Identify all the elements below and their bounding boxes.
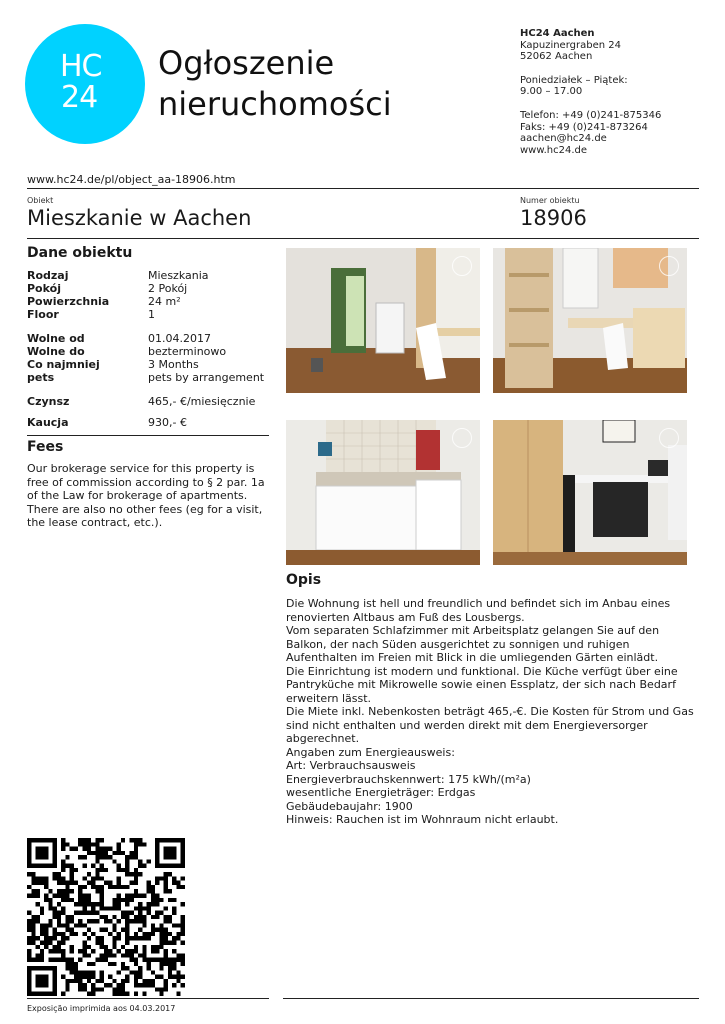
contact-block — [520, 28, 661, 156]
fees-text: Our brokerage service for this property is free of commission according to § 2 par. 1a of the Law for brokerage of apartments. There are also no other fees (eg for a visit, the lease contract, etc.). — [27, 462, 265, 529]
detail-key: Czynsz — [27, 395, 70, 408]
detail-value: pets by arrangement — [148, 371, 265, 384]
logo-text-24: 24 — [61, 80, 98, 115]
detail-value: bezterminowo — [148, 345, 227, 358]
watermark-icon — [659, 256, 679, 276]
office-hours: 9.00 – 17.00 — [520, 86, 583, 98]
detail-value: Mieszkania — [148, 269, 209, 282]
divider — [283, 998, 699, 999]
contact-email[interactable]: aachen@hc24.de — [520, 133, 607, 145]
detail-key: Floor — [27, 308, 59, 321]
object-number: 18906 — [520, 206, 587, 230]
detail-value: 01.04.2017 — [148, 332, 211, 345]
detail-key: Co najmniej — [27, 358, 100, 371]
object-label: Obiekt — [27, 196, 54, 205]
detail-row — [27, 269, 269, 282]
details-table — [27, 269, 269, 429]
photo-room-desk — [493, 248, 687, 393]
fees-heading: Fees — [27, 439, 64, 455]
detail-key: pets — [27, 371, 55, 384]
detail-value: 930,- € — [148, 416, 187, 429]
details-heading: Dane obiektu — [27, 245, 133, 261]
contact-phone: Telefon: +49 (0)241-875346 — [520, 109, 662, 121]
company-street: Kapuzinergraben 24 — [520, 39, 621, 51]
office-days: Poniedziałek – Piątek: — [520, 74, 628, 86]
property-photo[interactable] — [286, 420, 480, 565]
divider — [27, 238, 699, 239]
page-title-line2: nieruchomości — [158, 85, 392, 123]
detail-value: 24 m² — [148, 295, 181, 308]
detail-row — [27, 358, 269, 371]
property-photo[interactable] — [493, 248, 687, 393]
photo-room-balcony — [286, 248, 480, 393]
detail-row — [27, 308, 269, 321]
detail-row — [27, 345, 269, 358]
company-name: HC24 Aachen — [520, 28, 595, 39]
watermark-icon — [659, 428, 679, 448]
object-number-label: Numer obiektu — [520, 196, 580, 205]
detail-key: Wolne do — [27, 345, 85, 358]
object-url[interactable]: www.hc24.de/pl/object_aa-18906.htm — [27, 173, 236, 186]
contact-fax: Faks: +49 (0)241-873264 — [520, 121, 648, 133]
logo-text-hc: HC — [60, 49, 102, 84]
detail-row — [27, 282, 269, 295]
opis-text: Die Wohnung ist hell und freundlich und befindet sich im Anbau eines renovierten Altbaus am Fuß des Lousbergs. Vom separaten Schlafzimmer mit Arbeitsplatz gelangen Sie auf den Balkon, der nach Süden ausgerichtet zu sonnigen und ruhigen Aufenthalten im Freien mit Blick in die umliegenden Gärten einlädt. Die Einrichtung ist modern und funktional. Die Küche verfügt über eine Pantryküche mit Mikrowelle sowie einen Essplatz, der sich nach Bedarf erweitern lässt. Die Miete inkl. Nebenkosten beträgt 465,-€. Die Kosten für Strom und Gas sind nicht enthalten und werden direkt mit dem Energieversorger abgerechnet. Angaben zum Energieausweis: Art: Verbrauchsausweis Energieverbrauchskennwert: 175 kWh/(m²a) wesentliche Energieträger: Erdgas Gebäudebaujahr: 1900 Hinweis: Rauchen ist im Wohnraum nicht erlaubt. — [286, 597, 694, 826]
detail-key: Powierzchnia — [27, 295, 110, 308]
watermark-icon — [452, 428, 472, 448]
property-photo[interactable] — [493, 420, 687, 565]
detail-row — [27, 371, 269, 384]
watermark-icon — [452, 256, 472, 276]
detail-row-rent — [27, 395, 269, 408]
divider — [27, 998, 269, 999]
detail-key: Kaucja — [27, 416, 69, 429]
detail-row — [27, 332, 269, 345]
detail-key: Pokój — [27, 282, 61, 295]
detail-key: Wolne od — [27, 332, 85, 345]
opis-heading: Opis — [286, 572, 322, 588]
qr-code[interactable] — [27, 838, 185, 996]
company-city: 52062 Aachen — [520, 51, 593, 63]
page-title — [158, 43, 392, 125]
object-name: Mieszkanie w Aachen — [27, 206, 252, 230]
property-photo[interactable] — [286, 248, 480, 393]
divider — [27, 435, 269, 436]
detail-value: 1 — [148, 308, 155, 321]
contact-website[interactable]: www.hc24.de — [520, 144, 588, 156]
divider — [27, 188, 699, 189]
photo-kitchen — [286, 420, 480, 565]
hc24-logo — [25, 24, 145, 144]
detail-value: 2 Pokój — [148, 282, 188, 295]
detail-row-deposit — [27, 416, 269, 429]
print-date: Exposição imprimida aos 04.03.2017 — [27, 1004, 176, 1013]
page-title-line1: Ogłoszenie — [158, 44, 335, 82]
photo-wardrobe-desk — [493, 420, 687, 565]
detail-row — [27, 295, 269, 308]
detail-value: 465,- €/miesięcznie — [148, 395, 256, 408]
detail-key: Rodzaj — [27, 269, 69, 282]
detail-value: 3 Months — [148, 358, 199, 371]
